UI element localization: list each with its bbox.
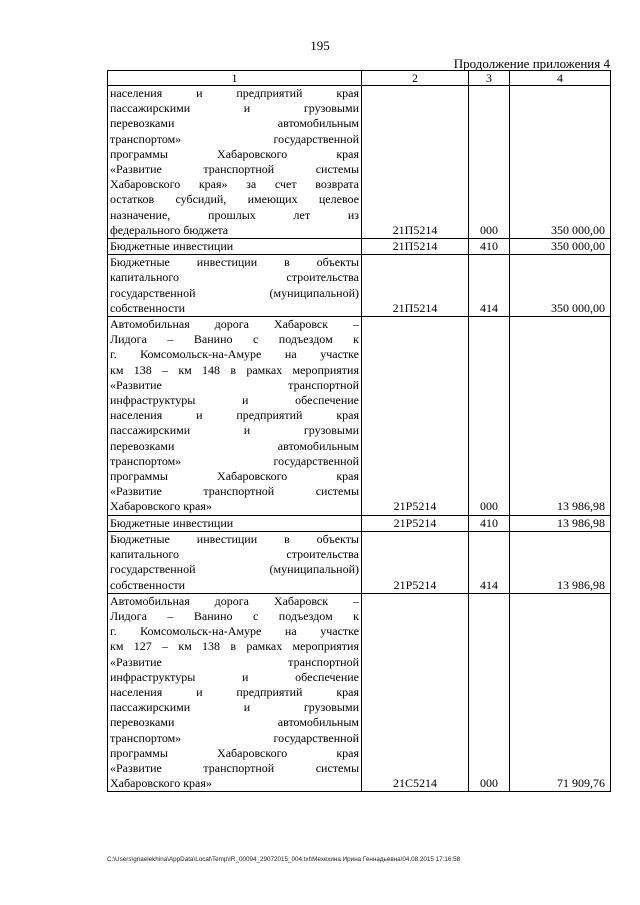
row-expense-type: 000: [469, 593, 510, 792]
description-line: «Развитие транспортной: [110, 654, 359, 669]
description-line: «Развитие транспортной системы: [110, 162, 359, 177]
row-description: [108, 531, 362, 593]
table-row: [108, 239, 611, 255]
description-line: Автомобильная дорога Хабаровск –: [110, 317, 359, 332]
row-expense-type: 000: [469, 317, 510, 516]
description-line: Автомобильная дорога Хабаровск –: [110, 593, 359, 608]
description-line: собственности: [110, 577, 186, 592]
description-line: Бюджетные инвестиции в объекты: [110, 255, 359, 270]
description-line: назначение, прошлых лет из: [110, 207, 359, 222]
header-col-4: 4: [510, 71, 611, 86]
description-line: перевозками автомобильным: [110, 116, 359, 131]
description-line: собственности: [110, 300, 186, 315]
description-line: г. Комсомольск-на-Амуре на участке: [110, 624, 359, 639]
row-amount: 13 986,98: [510, 515, 611, 531]
table-row: [108, 317, 611, 516]
row-target-code: 21Р5214: [362, 515, 469, 531]
description-line: км 138 – км 148 в рамках мероприятия: [110, 362, 359, 377]
description-line: Хабаровского края»: [110, 776, 212, 791]
row-description: [108, 593, 362, 792]
row-target-code: 21С5214: [362, 593, 469, 792]
table-row: [108, 255, 611, 317]
description-line: транспортом» государственной: [110, 131, 359, 146]
description-line: Бюджетные инвестиции: [110, 239, 234, 254]
description-line: км 127 – км 138 в рамках мероприятия: [110, 639, 359, 654]
page-number: 195: [310, 38, 330, 53]
table-row: [108, 86, 611, 239]
table-row: [108, 531, 611, 593]
table-row: [108, 593, 611, 792]
description-line: г. Комсомольск-на-Амуре на участке: [110, 347, 359, 362]
table-header-row: [108, 71, 611, 86]
budget-table-body: [108, 71, 611, 792]
description-line: «Развитие транспортной системы: [110, 484, 359, 499]
row-description: [108, 515, 362, 531]
description-line: Лидога – Ванино с подъездом к: [110, 608, 359, 623]
description-line: населения и предприятий края: [110, 86, 359, 100]
budget-table: [107, 70, 611, 792]
description-line: перевозками автомобильным: [110, 715, 359, 730]
description-line: Хабаровского края»: [110, 499, 212, 514]
row-amount: 350 000,00: [510, 86, 611, 239]
row-expense-type: 414: [469, 531, 510, 593]
header-col-1: 1: [108, 71, 362, 86]
row-amount: 13 986,98: [510, 317, 611, 516]
description-line: Бюджетные инвестиции в объекты: [110, 531, 359, 546]
row-target-code: 21Р5214: [362, 317, 469, 516]
table-row: [108, 515, 611, 531]
description-line: капитального строительства: [110, 270, 359, 285]
description-line: Лидога – Ванино с подъездом к: [110, 332, 359, 347]
row-expense-type: 000: [469, 86, 510, 239]
appendix-continuation-label: Продолжение приложения 4: [453, 56, 610, 71]
description-line: Бюджетные инвестиции: [110, 515, 234, 530]
row-amount: 13 986,98: [510, 531, 611, 593]
description-line: капитального строительства: [110, 547, 359, 562]
row-expense-type: 414: [469, 255, 510, 317]
header-col-2: 2: [362, 71, 469, 86]
header-col-3: 3: [469, 71, 510, 86]
row-description: [108, 239, 362, 255]
description-line: населения и предприятий края: [110, 408, 359, 423]
row-description: [108, 86, 362, 239]
description-line: населения и предприятий края: [110, 684, 359, 699]
description-line: «Развитие транспортной: [110, 377, 359, 392]
row-expense-type: 410: [469, 515, 510, 531]
file-path-footer: C:\Users\gnaelekhina\AppData\Local\Temp\IR_00094_29072015_004.txt\Мехехина Ирина Геннадьевна\04.08.2015 17:16:58: [107, 856, 461, 863]
description-line: пассажирскими и грузовыми: [110, 700, 359, 715]
description-line: транспортом» государственной: [110, 453, 359, 468]
description-line: программы Хабаровского края: [110, 146, 359, 161]
row-amount: 71 909,76: [510, 593, 611, 792]
description-line: остатков субсидий, имеющих целевое: [110, 192, 359, 207]
row-amount: 350 000,00: [510, 255, 611, 317]
row-target-code: 21Р5214: [362, 531, 469, 593]
description-line: программы Хабаровского края: [110, 469, 359, 484]
description-line: перевозками автомобильным: [110, 438, 359, 453]
row-target-code: 21П5214: [362, 239, 469, 255]
description-line: федерального бюджета: [110, 222, 229, 237]
row-description: [108, 317, 362, 516]
row-amount: 350 000,00: [510, 239, 611, 255]
description-line: пассажирскими и грузовыми: [110, 101, 359, 116]
description-line: пассажирскими и грузовыми: [110, 423, 359, 438]
row-target-code: 21П5214: [362, 86, 469, 239]
description-line: «Развитие транспортной системы: [110, 760, 359, 775]
description-line: инфраструктуры и обеспечение: [110, 393, 359, 408]
description-line: Хабаровского края» за счет возврата: [110, 177, 359, 192]
description-line: государственной (муниципальной): [110, 285, 359, 300]
description-line: программы Хабаровского края: [110, 745, 359, 760]
description-line: инфраструктуры и обеспечение: [110, 669, 359, 684]
description-line: транспортом» государственной: [110, 730, 359, 745]
row-target-code: 21П5214: [362, 255, 469, 317]
row-description: [108, 255, 362, 317]
row-expense-type: 410: [469, 239, 510, 255]
description-line: государственной (муниципальной): [110, 562, 359, 577]
